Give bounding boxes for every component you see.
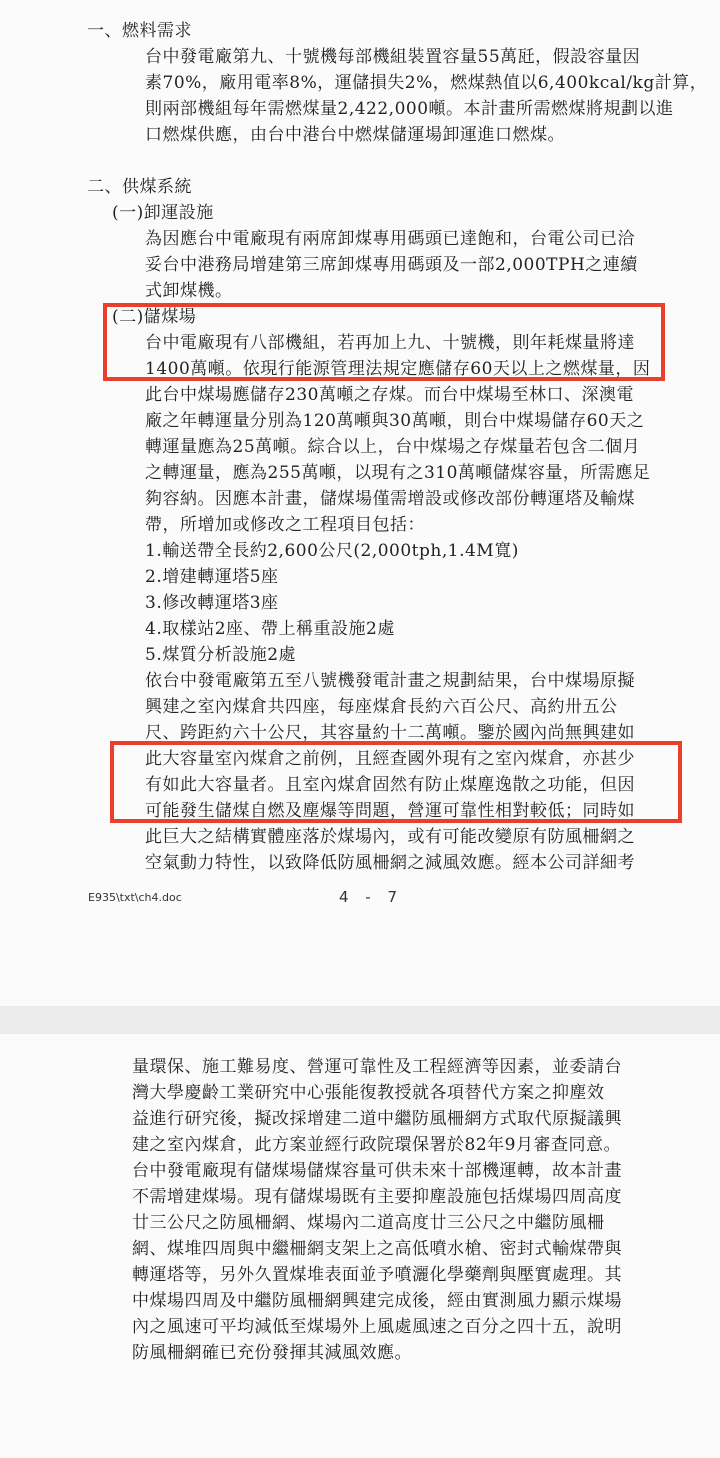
- paragraph-line: 此巨大之結構實體座落於煤場內，或有可能改變原有防風柵網之: [145, 827, 635, 847]
- paragraph-line: 網、煤堆四周與中繼柵網支架上之高低噴水槍、密封式輸煤帶與: [132, 1239, 622, 1259]
- paragraph-line: 此台中煤場應儲存230萬噸之存煤。而台中煤場至林口、深澳電: [145, 385, 634, 405]
- paragraph-line: 廿三公尺之防風柵網、煤場內二道高度廿三公尺之中繼防風柵: [132, 1213, 605, 1233]
- paragraph-line: 尺、跨距約六十公尺，其容量約十二萬噸。鑒於國內尚無興建如: [145, 723, 635, 743]
- list-item: 4.取樣站2座、帶上稱重設施2處: [145, 619, 395, 639]
- paragraph-line: 轉運塔等，另外久置煤堆表面並予噴灑化學藥劑與壓實處理。其: [132, 1265, 622, 1285]
- page-number: 4 - 7: [339, 888, 404, 906]
- paragraph-line: 夠容納。因應本計畫，儲煤場僅需增設或修改部份轉運塔及輸煤: [145, 489, 635, 509]
- paragraph-line: 益進行研究後，擬改採增建二道中繼防風柵網方式取代原擬議興: [132, 1109, 622, 1129]
- paragraph-line: 台中電廠現有八部機組，若再加上九、十號機，則年耗煤量將達: [145, 333, 635, 353]
- footer-file-path: E935\txt\ch4.doc: [88, 891, 182, 904]
- section-heading: 一、燃料需求: [87, 21, 192, 41]
- paragraph-line: 1400萬噸。依現行能源管理法規定應儲存60天以上之燃煤量，因: [145, 359, 651, 379]
- paragraph-line: 台中發電廠現有儲煤場儲煤容量可供未來十部機運轉，故本計畫: [132, 1161, 622, 1181]
- paragraph-line: 量環保、施工難易度、營運可靠性及工程經濟等因素，並委請台: [132, 1057, 622, 1077]
- paragraph-line: 建之室內煤倉，此方案並經行政院環保署於82年9月審查同意。: [132, 1135, 621, 1155]
- paragraph-line: 中煤場四周及中繼防風柵網興建完成後，經由實測風力顯示煤場: [132, 1291, 622, 1311]
- paragraph-line: 廠之年轉運量分別為120萬噸與30萬噸，則台中煤場儲存60天之: [145, 411, 645, 431]
- paragraph-line: 台中發電廠第九、十號機每部機組裝置容量55萬瓩，假設容量因: [145, 47, 641, 67]
- paragraph-line: 興建之室內煤倉共四座，每座煤倉長約六百公尺、高約卅五公: [145, 697, 618, 717]
- document-page-2: [0, 1034, 720, 1458]
- paragraph-line: 依台中發電廠第五至八號機發電計畫之規劃結果，台中煤場原擬: [145, 671, 635, 691]
- paragraph-line: 則兩部機組每年需燃煤量2,422,000噸。本計畫所需燃煤將規劃以進: [145, 99, 674, 119]
- paragraph-line: 之轉運量，應為255萬噸，以現有之310萬噸儲煤容量，所需應足: [145, 463, 651, 483]
- paragraph-line: 帶，所增加或修改之工程項目包括：: [145, 515, 425, 535]
- list-item: 1.輸送帶全長約2,600公尺(2,000tph,1.4M寬): [145, 541, 519, 561]
- paragraph-line: 此大容量室內煤倉之前例，且經查國外現有之室內煤倉，亦甚少: [145, 749, 635, 769]
- paragraph-line: 灣大學慶齡工業研究中心張能復教授就各項替代方案之抑塵效: [132, 1083, 605, 1103]
- subsection-heading: (一)卸運設施: [112, 203, 214, 223]
- list-item: 5.煤質分析設施2處: [145, 645, 297, 665]
- paragraph-line: 妥台中港務局增建第三席卸煤專用碼頭及一部2,000TPH之連續: [145, 255, 638, 275]
- paragraph-line: 不需增建煤場。現有儲煤場既有主要抑塵設施包括煤場四周高度: [132, 1187, 622, 1207]
- paragraph-line: 有如此大容量者。且室內煤倉固然有防止煤塵逸散之功能，但因: [145, 775, 635, 795]
- paragraph-line: 可能發生儲煤自燃及塵爆等問題，營運可靠性相對較低；同時如: [145, 801, 635, 821]
- paragraph-line: 為因應台中電廠現有兩席卸煤專用碼頭已達飽和，台電公司已洽: [145, 229, 635, 249]
- paragraph-line: 口燃煤供應，由台中港台中燃煤儲運場卸運進口燃煤。: [145, 125, 565, 145]
- paragraph-line: 空氣動力特性，以致降低防風柵網之減風效應。經本公司詳細考: [145, 853, 635, 873]
- paragraph-line: 內之風速可平均減低至煤場外上風處風速之百分之四十五，說明: [132, 1317, 622, 1337]
- section-heading: 二、供煤系統: [87, 177, 192, 197]
- paragraph-line: 式卸煤機。: [145, 281, 233, 301]
- paragraph-line: 防風柵網確已充份發揮其減風效應。: [132, 1343, 412, 1363]
- subsection-heading: (二)儲煤場: [112, 307, 197, 327]
- list-item: 2.增建轉運塔5座: [145, 567, 279, 587]
- paragraph-line: 轉運量應為25萬噸。綜合以上，台中煤場之存煤量若包含二個月: [145, 437, 641, 457]
- list-item: 3.修改轉運塔3座: [145, 593, 279, 613]
- paragraph-line: 素70%，廠用電率8%，運儲損失2%，燃煤熱值以6,400kcal/kg計算，: [145, 73, 708, 93]
